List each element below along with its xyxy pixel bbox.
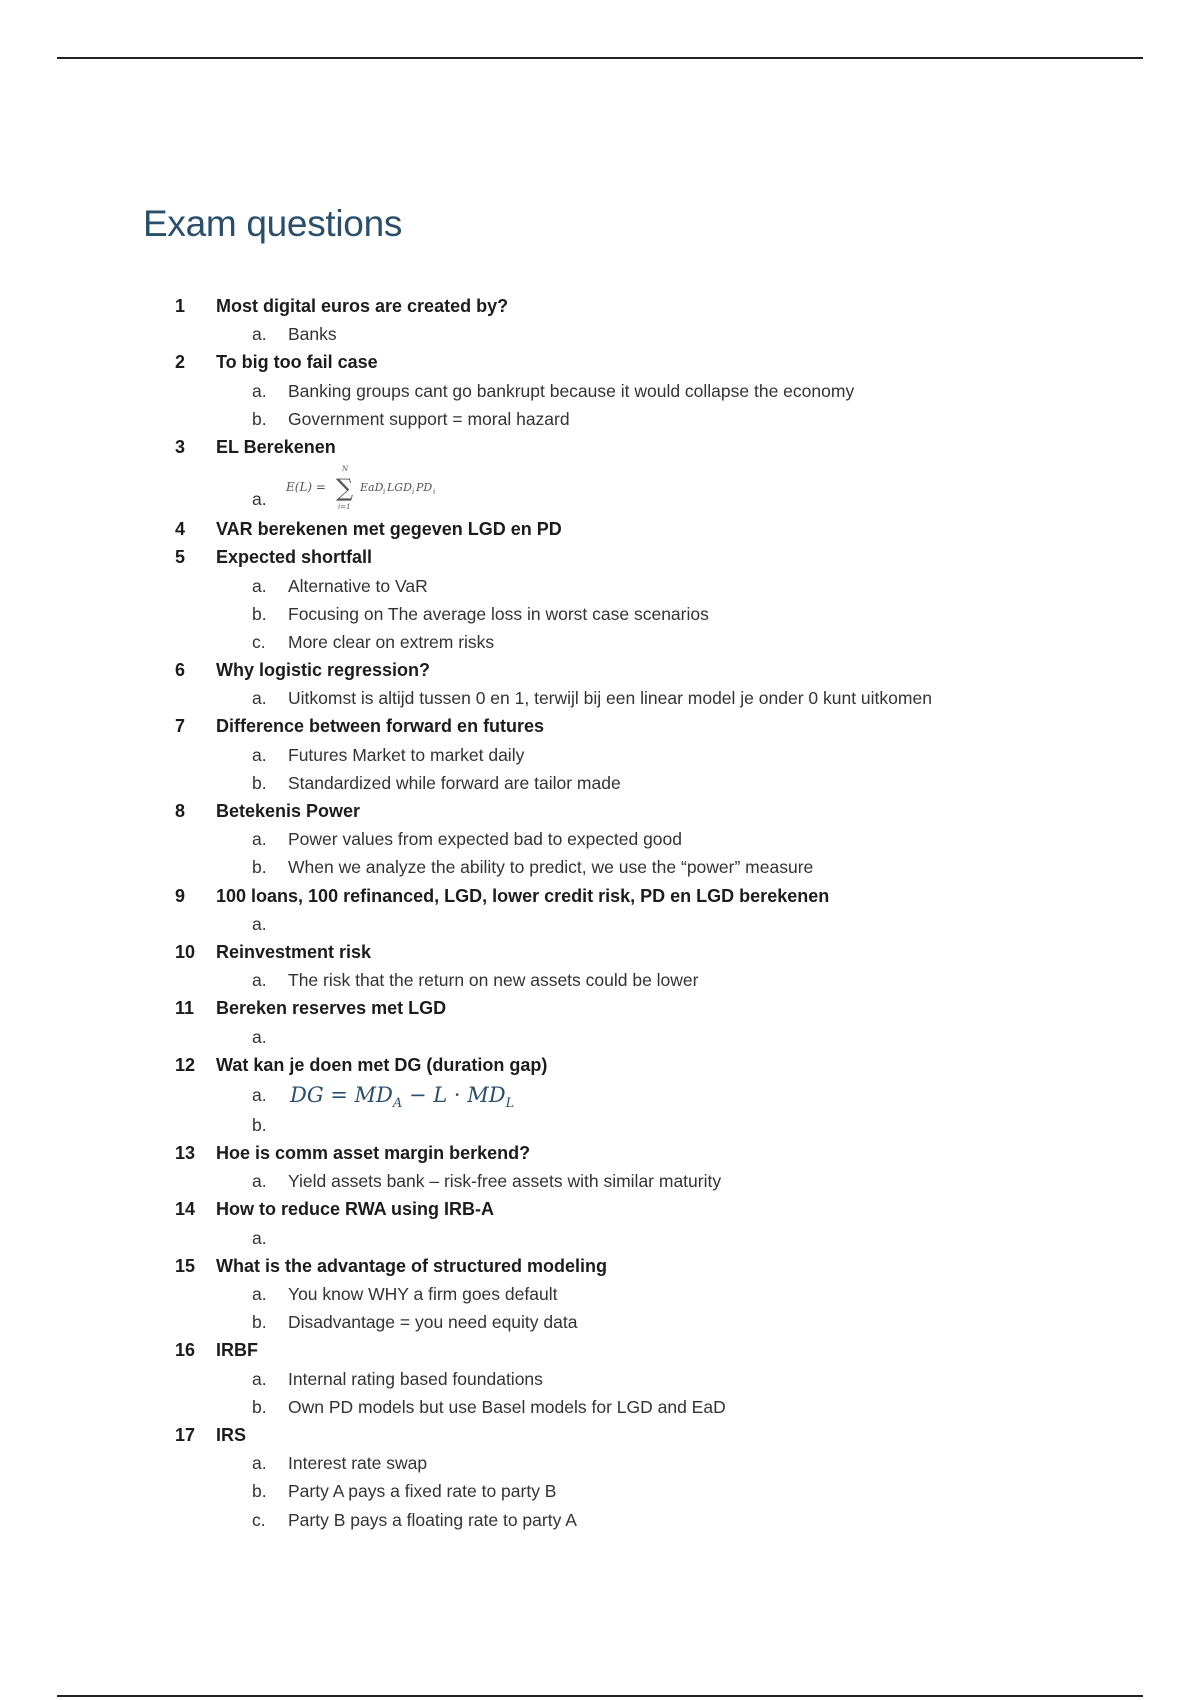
question-8 [0,797,1200,825]
question-text: VAR berekenen met gegeven LGD en PD [216,519,562,540]
answer-text: Disadvantage = you need equity data [288,1312,578,1333]
answer-text: You know WHY a firm goes default [288,1284,558,1304]
answer-text: Internal rating based foundations [288,1368,543,1389]
answer-item [0,1308,1200,1336]
answer-letter: b. [252,1114,267,1135]
answer-letter: b. [252,1396,267,1417]
answer-item [0,1506,1200,1534]
answer-letter: b. [252,408,267,429]
question-number: 15 [175,1255,196,1276]
svg-text:PD: PD [416,481,433,495]
answer-item [0,1393,1200,1421]
question-text: Expected shortfall [216,547,373,568]
question-12 [0,1051,1200,1079]
answer-letter: a. [252,688,267,709]
question-10 [0,938,1200,966]
answer-text: More clear on extrem risks [288,631,495,652]
answer-item [0,320,1200,348]
question-text: IRS [216,1424,247,1445]
answer-item [0,1280,1200,1308]
answer-letter: a. [252,380,267,401]
answer-letter: b. [252,1481,267,1502]
question-3 [0,433,1200,461]
question-number: 1 [175,296,186,316]
svg-text:i=1: i=1 [338,503,351,512]
question-7 [0,712,1200,740]
answer-text: The risk that the return on new assets could be lower [288,970,699,991]
answer-item [0,405,1200,433]
answer-item [0,1365,1200,1393]
question-number: 2 [175,352,186,373]
duration-gap-formula: DG = $MD_A - L \cdot MD_L$ [290,1082,515,1112]
answer-letter: a. [252,1368,267,1389]
answer-letter: a. [252,575,267,596]
question-text: IRBF [216,1340,258,1361]
answer-letter: c. [252,1509,266,1530]
answer-letter: b. [252,603,267,624]
answer-text: Futures Market to market daily [288,744,525,765]
answer-item [0,1079,1200,1111]
answer-item [0,1477,1200,1505]
svg-text:E(L) =: E(L) = [286,480,326,495]
answer-item [0,741,1200,769]
question-number: 17 [175,1424,196,1445]
question-number: 10 [175,941,196,962]
question-text: How to reduce RWA using IRB-A [216,1199,495,1220]
question-number: 12 [175,1054,196,1075]
question-15 [0,1252,1200,1280]
answer-item [0,769,1200,797]
question-text: Most digital euros are created by? [216,296,509,316]
answer-item [0,600,1200,628]
question-text: 100 loans, 100 refinanced, LGD, lower credit risk, PD en LGD berekenen [216,885,830,906]
footer-rule [57,1695,1143,1697]
answer-item [0,1449,1200,1477]
answer-item [0,1023,1200,1051]
question-4 [0,515,1200,543]
answer-letter: a. [252,1026,267,1047]
question-2 [0,348,1200,376]
question-16 [0,1336,1200,1364]
svg-text:i: i [412,488,415,497]
answer-letter: a. [252,1171,267,1192]
answer-text: Own PD models but use Basel models for LGD and EaD [288,1396,726,1417]
answer-text: Standardized while forward are tailor made [288,772,621,793]
question-11 [0,994,1200,1022]
question-number: 13 [175,1143,196,1164]
answer-item [0,377,1200,405]
header-rule [57,57,1143,59]
answer-text: Banks [288,324,337,345]
answer-letter: c. [252,631,266,652]
question-number: 8 [175,801,186,821]
question-text: To big too fail case [216,352,378,373]
answer-letter: a. [252,1084,267,1105]
question-number: 3 [175,436,186,457]
question-1 [0,292,1200,320]
question-number: 14 [175,1199,196,1220]
question-6 [0,656,1200,684]
answer-letter: a. [252,913,267,934]
answer-text: When we analyze the ability to predict, we use the “power” measure [288,857,814,878]
question-text: Reinvestment risk [216,941,372,962]
question-text: Why logistic regression? [216,660,431,681]
svg-text:i: i [383,488,386,497]
answer-letter: a. [252,1227,267,1248]
question-text: Difference between forward en futures [216,716,545,737]
answer-letter: a. [252,970,267,991]
answer-item [0,825,1200,853]
answer-letter: a. [252,744,267,765]
question-number: 5 [175,547,186,568]
question-text: Bereken reserves met LGD [216,998,447,1019]
answer-item [0,910,1200,938]
question-number: 11 [175,998,195,1019]
question-number: 16 [175,1340,196,1361]
question-number: 4 [175,519,186,540]
svg-text:N: N [342,465,349,474]
answer-text: Alternative to VaR [288,575,428,596]
answer-letter: b. [252,772,267,793]
answer-text: Uitkomst is altijd tussen 0 en 1, terwijl bij een linear model je onder 0 kunt uitkomen [288,688,932,709]
question-number: 7 [175,716,186,737]
question-number: 6 [175,660,186,681]
page-title: Exam questions [143,202,403,244]
svg-text:EaD: EaD [360,481,384,495]
answer-text: Government support = moral hazard [288,408,570,429]
answer-text: Yield assets bank – risk-free assets with similar maturity [288,1171,722,1192]
answer-text: Banking groups cant go bankrupt because it would collapse the economy [288,380,855,401]
answer-letter: a. [252,489,267,510]
question-text: Hoe is comm asset margin berkend? [216,1143,531,1164]
svg-text:i: i [433,488,436,497]
answer-item [0,572,1200,600]
answer-item [0,1111,1200,1139]
answer-item [0,684,1200,712]
answer-letter: b. [252,1312,267,1333]
answer-item [0,1224,1200,1252]
question-text: What is the advantage of structured modeling [216,1255,608,1276]
answer-text: Interest rate swap [288,1453,428,1474]
answer-item [0,966,1200,994]
answer-text: Party B pays a floating rate to party A [288,1509,577,1530]
answer-letter: a. [252,1284,267,1304]
question-text: Betekenis Power [216,801,361,821]
question-5 [0,543,1200,571]
svg-text:LGD: LGD [387,481,412,495]
answer-text: Focusing on The average loss in worst case scenarios [288,603,709,624]
question-text: Wat kan je doen met DG (duration gap) [216,1054,548,1075]
answer-text: Power values from expected bad to expected good [288,829,682,850]
answer-item [0,853,1200,881]
expected-loss-formula [286,461,456,513]
answer-item [0,628,1200,656]
answer-text: Party A pays a fixed rate to party B [288,1481,557,1502]
answer-letter: a. [252,1453,267,1474]
question-number: 9 [175,885,186,906]
question-list [0,292,1200,1534]
answer-letter: a. [252,829,267,850]
question-9 [0,882,1200,910]
answer-item [0,461,1200,515]
answer-letter: a. [252,324,267,345]
question-14 [0,1195,1200,1223]
svg-text:∑: ∑ [336,474,354,503]
question-13 [0,1139,1200,1167]
answer-item [0,1167,1200,1195]
question-17 [0,1421,1200,1449]
question-text: EL Berekenen [216,436,336,457]
answer-letter: b. [252,857,267,878]
